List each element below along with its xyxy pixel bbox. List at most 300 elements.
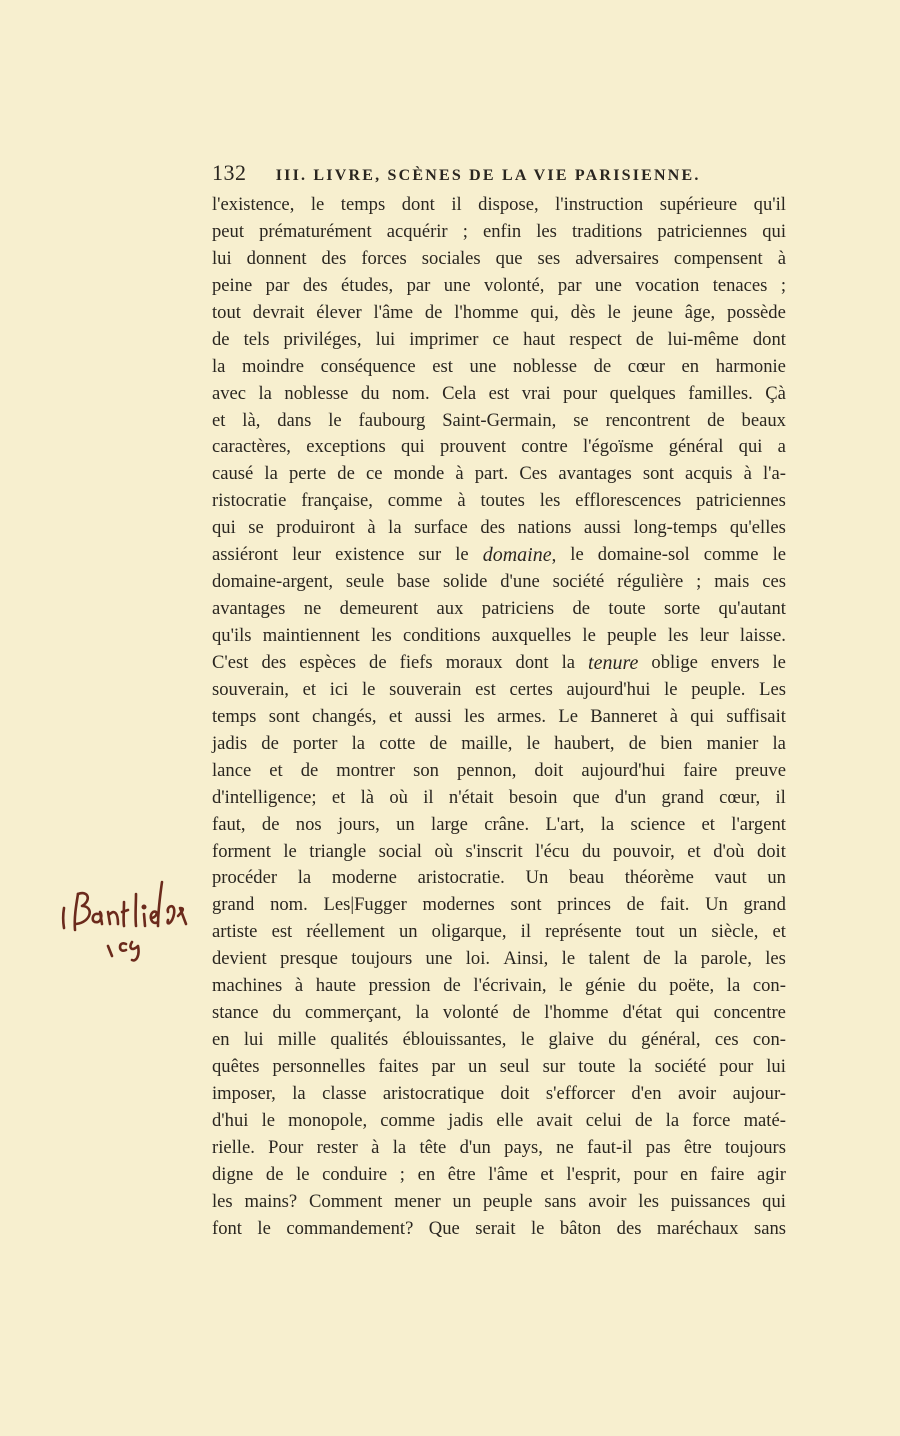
word: sont <box>268 705 300 727</box>
word: le <box>520 1029 535 1051</box>
word: aussi <box>583 517 622 539</box>
text-line <box>212 650 786 677</box>
word: con- <box>752 1029 786 1051</box>
word: lance <box>212 759 252 781</box>
word: la <box>292 1082 306 1104</box>
word: est <box>488 382 510 404</box>
text-line <box>212 219 786 246</box>
word: qui <box>212 517 236 539</box>
word: les <box>371 625 392 646</box>
word: le <box>582 625 596 646</box>
word: tout <box>635 921 665 943</box>
word: a <box>777 436 786 458</box>
word: qui <box>400 436 425 458</box>
word: classe <box>322 1082 367 1104</box>
word: talent <box>588 948 630 970</box>
word: faire <box>710 1163 745 1185</box>
word: noblesse <box>512 355 577 377</box>
word: doit <box>756 840 786 862</box>
word: faut, <box>212 813 246 835</box>
word: moindre <box>242 355 304 377</box>
word: les <box>536 220 557 242</box>
word: oligarque, <box>431 921 507 943</box>
word: nations <box>517 517 572 539</box>
word: faites <box>378 1056 419 1077</box>
word: glaive <box>548 1029 594 1051</box>
word: Pour <box>268 1136 304 1158</box>
word: loi. <box>465 948 491 970</box>
word: peut <box>212 220 245 242</box>
word: l'écu <box>535 840 570 862</box>
word: comme <box>703 544 759 566</box>
word: nos <box>295 813 322 835</box>
word: donnent <box>246 247 307 269</box>
word: à <box>294 975 304 997</box>
word: aux <box>436 598 464 620</box>
word: que <box>572 786 600 808</box>
word: bâton <box>559 1217 602 1239</box>
text-line <box>212 946 786 973</box>
word: mille <box>277 1029 317 1051</box>
word: concentre <box>713 1002 786 1024</box>
word: dispose, <box>478 194 539 215</box>
word: de <box>707 409 725 431</box>
word: aujourd'hui <box>566 678 651 700</box>
word: souverain, <box>212 678 289 700</box>
word: l'instruction <box>555 194 644 215</box>
word: doit <box>500 1082 530 1104</box>
word: manier <box>706 732 759 754</box>
word: et <box>687 840 701 862</box>
word: cœur <box>627 355 665 377</box>
word: conduire <box>322 1163 388 1185</box>
word: les <box>667 625 689 646</box>
text-line <box>212 1108 786 1135</box>
word: peuple <box>482 1190 533 1212</box>
word: un <box>396 813 415 835</box>
word: moderne <box>331 867 397 889</box>
word: grand <box>212 894 255 916</box>
word: certes <box>509 678 553 700</box>
word: montrer <box>336 759 396 781</box>
word: rielle. <box>212 1136 255 1158</box>
word: dans <box>277 409 312 431</box>
word: l'écrivain, <box>473 975 547 997</box>
word: du <box>360 382 380 404</box>
word: âge, <box>684 301 716 323</box>
word: à <box>743 463 752 485</box>
word: artiste <box>212 921 258 943</box>
word: ici <box>329 678 349 700</box>
word: le <box>570 544 584 566</box>
text-line <box>212 569 786 596</box>
word: mener <box>394 1190 441 1212</box>
word: Un <box>705 894 728 916</box>
word: besoin <box>508 786 558 808</box>
word: s'efforcer <box>545 1082 615 1104</box>
word: patriciens <box>481 598 555 620</box>
word: traditions <box>571 220 643 242</box>
word: bien <box>660 732 693 754</box>
word: d'intelligence; <box>212 786 317 808</box>
word: dont <box>752 328 786 350</box>
word: monde <box>393 463 445 485</box>
text-line <box>212 1081 786 1108</box>
word: maréchaux <box>656 1217 739 1239</box>
word: existence <box>335 544 405 566</box>
word: devrait <box>252 301 305 323</box>
word: des <box>302 274 328 296</box>
word: de <box>369 651 387 673</box>
word: qui <box>675 1002 700 1024</box>
word: acquis <box>684 463 733 485</box>
word: la <box>726 975 741 997</box>
word: et <box>269 759 283 781</box>
word: sur <box>542 1056 566 1077</box>
word: personnelles <box>272 1056 366 1077</box>
word: presque <box>280 948 338 970</box>
word: jadis <box>448 1109 484 1131</box>
word: nom. <box>391 382 430 404</box>
word: leur <box>292 544 322 566</box>
word: lui <box>375 328 396 350</box>
word: procéder <box>212 867 278 889</box>
text-line <box>212 246 786 273</box>
word: son <box>413 759 439 781</box>
word: de <box>512 1002 531 1024</box>
word: qu'il <box>753 194 786 215</box>
text-line <box>212 1189 786 1216</box>
word: des <box>480 517 506 539</box>
word: changés, <box>312 705 377 727</box>
text-line <box>212 542 786 569</box>
word: Les <box>759 678 786 700</box>
text-line <box>212 973 786 1000</box>
word: jadis <box>212 732 248 754</box>
word: se <box>248 517 264 539</box>
text-line <box>212 704 786 731</box>
word: pour <box>633 1163 668 1185</box>
word: peuple <box>607 625 657 646</box>
word: comme <box>380 1109 436 1131</box>
body-text <box>212 192 786 1243</box>
word: de <box>634 1109 653 1131</box>
text-line <box>212 1054 786 1081</box>
word: les <box>765 948 786 970</box>
word: elle <box>496 1109 524 1131</box>
word: qualités <box>330 1029 389 1051</box>
word: là <box>360 786 375 808</box>
word: ristocratie <box>212 490 287 512</box>
text-line <box>212 731 786 758</box>
word: général <box>668 436 724 458</box>
text-line <box>212 354 786 381</box>
word: tête <box>419 1136 447 1158</box>
word: comme <box>387 490 443 512</box>
word: la <box>388 517 402 539</box>
word: élever <box>316 301 362 323</box>
word: là, <box>242 409 261 431</box>
word: parole, <box>700 948 752 970</box>
word: un <box>398 921 418 943</box>
word: du <box>608 1029 627 1051</box>
word: il <box>451 194 462 215</box>
word: sorte <box>663 598 701 620</box>
word: aristocratique <box>382 1082 485 1104</box>
word: prouvent <box>439 436 507 458</box>
word: seule <box>345 571 385 593</box>
word: les <box>464 705 485 727</box>
word: vocation <box>635 274 700 296</box>
word: avoir <box>588 1190 627 1212</box>
word: armes. <box>497 705 547 727</box>
word: souverain <box>389 678 462 700</box>
word: conditions <box>402 625 481 646</box>
word: L'art, <box>545 813 585 835</box>
word: de <box>572 598 591 620</box>
italic-word: tenure <box>588 651 639 674</box>
word: une <box>443 274 471 296</box>
word: haute <box>315 975 356 997</box>
word: la <box>561 651 576 673</box>
text-line <box>212 515 786 542</box>
word: la <box>674 948 688 970</box>
word: de <box>635 328 654 350</box>
word: à <box>367 517 376 539</box>
word: faire <box>683 759 718 781</box>
word: qu'ils <box>212 625 252 646</box>
word: toujours <box>351 948 413 970</box>
word: rester <box>316 1136 358 1158</box>
word: demeurent <box>339 598 419 620</box>
word: triangle <box>309 840 367 862</box>
word: qu'elles <box>729 517 786 539</box>
word: par <box>265 274 290 296</box>
text-line <box>212 1027 786 1054</box>
word: grand <box>661 786 704 808</box>
word: société <box>552 571 605 593</box>
word: il <box>520 921 531 943</box>
word: le <box>607 301 621 323</box>
word: lui <box>212 247 232 269</box>
word: toute <box>578 1056 616 1077</box>
word: domaine-argent, <box>212 571 333 593</box>
word: enfin <box>482 220 522 242</box>
word: poëte, <box>669 975 715 997</box>
word: à <box>455 463 464 485</box>
word: fait. <box>659 894 690 916</box>
word: et <box>331 786 346 808</box>
word: d'où <box>713 840 745 862</box>
word: est <box>271 921 293 943</box>
word: Que <box>428 1217 460 1239</box>
word: le <box>559 975 573 997</box>
word: dont <box>401 194 435 215</box>
word: quêtes <box>212 1056 260 1077</box>
word: l'argent <box>731 813 786 835</box>
word: où <box>434 840 454 862</box>
word: de <box>643 948 661 970</box>
word: cœur, <box>719 786 761 808</box>
word: ; <box>780 274 786 296</box>
word: volonté <box>442 1002 499 1024</box>
word: en <box>417 1163 436 1185</box>
word: cotte <box>379 732 416 754</box>
word: Le <box>558 705 578 727</box>
word: pennon, <box>457 759 517 781</box>
word: beau <box>568 867 605 889</box>
word: avec <box>212 382 247 404</box>
word: et <box>772 921 786 943</box>
word: de <box>265 1163 284 1185</box>
word: par <box>431 1056 456 1077</box>
word: digne <box>212 1163 254 1185</box>
word: surface <box>414 517 468 539</box>
word: supérieure <box>659 194 738 215</box>
word: tout <box>212 301 241 323</box>
word: se <box>573 409 589 431</box>
word: les <box>539 490 561 512</box>
word: de <box>212 328 230 350</box>
word: beaux <box>741 409 786 431</box>
word: aujourd'hui <box>581 759 666 781</box>
word: ces <box>762 571 786 593</box>
word: la <box>665 1109 680 1131</box>
word: la <box>297 867 312 889</box>
word: vaut <box>714 867 747 889</box>
word: d'hui <box>212 1109 249 1131</box>
word: un <box>678 921 698 943</box>
text-line <box>212 434 786 461</box>
word: ne <box>303 598 322 620</box>
word: science <box>630 813 686 835</box>
word: le <box>526 732 540 754</box>
word: toutes <box>480 490 525 512</box>
word: le <box>772 651 786 673</box>
word: sans <box>753 1217 786 1239</box>
word: d'en <box>631 1082 662 1104</box>
word: la <box>392 1136 407 1158</box>
word: Saint-Germain, <box>442 409 557 431</box>
word: ne <box>556 1136 574 1158</box>
word: la <box>351 732 366 754</box>
word: temps <box>212 705 257 727</box>
word: ; <box>462 220 468 242</box>
word: le <box>328 409 342 431</box>
word: con- <box>752 975 786 997</box>
word: la <box>628 1056 642 1077</box>
word: études, <box>341 274 394 296</box>
word: contre <box>521 436 568 458</box>
text-line <box>212 1000 786 1027</box>
word: pas <box>645 1136 671 1158</box>
word: ce <box>365 463 383 485</box>
word: il <box>423 786 434 808</box>
word: dont <box>515 651 549 673</box>
word: ses <box>537 247 561 269</box>
word: du <box>272 1002 292 1024</box>
word: causé <box>212 463 254 485</box>
text-line <box>212 892 786 919</box>
text-line <box>212 785 786 812</box>
word: doit <box>534 759 564 781</box>
word: lui <box>243 1029 264 1051</box>
word: solide <box>442 571 488 593</box>
text-line <box>212 677 786 704</box>
word: maté- <box>743 1109 786 1131</box>
word: tels <box>243 328 270 350</box>
word: le <box>772 544 786 566</box>
word: un <box>452 1190 472 1212</box>
text-line <box>212 408 786 435</box>
text-line <box>212 1162 786 1189</box>
word: à <box>371 1136 380 1158</box>
word: d'une <box>500 571 540 593</box>
word: et <box>701 813 715 835</box>
word: serait <box>475 1217 516 1239</box>
word: de <box>261 732 279 754</box>
word: part. <box>474 463 509 485</box>
italic-word: domaine <box>482 544 552 567</box>
word: et <box>302 678 317 700</box>
word: auxquelles <box>491 625 572 646</box>
word: sans <box>544 1190 577 1212</box>
word: toute <box>608 598 646 620</box>
word: les <box>212 1190 233 1212</box>
word: crâne. <box>484 813 530 835</box>
word: espèces <box>299 651 357 673</box>
word: une <box>595 274 622 296</box>
word: Comment <box>309 1190 383 1212</box>
word: société <box>654 1056 707 1077</box>
word: possède <box>726 301 786 323</box>
word: que <box>495 247 523 269</box>
text-line <box>212 1135 786 1162</box>
word: devient <box>212 948 267 970</box>
word: le <box>530 1217 545 1239</box>
word: leur <box>699 625 729 646</box>
word: le <box>561 948 576 970</box>
word: en <box>680 1163 698 1185</box>
word: d'un <box>459 1136 491 1158</box>
word: moraux <box>445 651 503 673</box>
word: fiefs <box>399 651 433 673</box>
word: l'égoïsme <box>582 436 654 458</box>
word: assiéront <box>212 544 279 566</box>
word: de <box>429 732 448 754</box>
word: acquérir <box>386 220 448 242</box>
word: le <box>296 1163 310 1185</box>
word: réellement <box>306 921 385 943</box>
word: de <box>300 759 319 781</box>
word: patriciennes <box>696 490 786 512</box>
word: et <box>212 409 226 431</box>
word: celui <box>585 1109 622 1131</box>
word: peuple. <box>691 678 746 700</box>
page-header <box>212 160 792 190</box>
word: pour <box>719 1056 754 1077</box>
word: un <box>767 867 786 889</box>
word: l'existence, <box>212 194 295 215</box>
word: modernes <box>422 894 495 916</box>
handwritten-correction-icon <box>58 872 208 962</box>
word: rencontrent <box>605 409 691 431</box>
word: l'âme <box>373 301 414 323</box>
text-line <box>212 1216 786 1243</box>
word: d'état <box>622 1002 662 1024</box>
word: être <box>447 1163 476 1185</box>
word: peine <box>212 274 253 296</box>
